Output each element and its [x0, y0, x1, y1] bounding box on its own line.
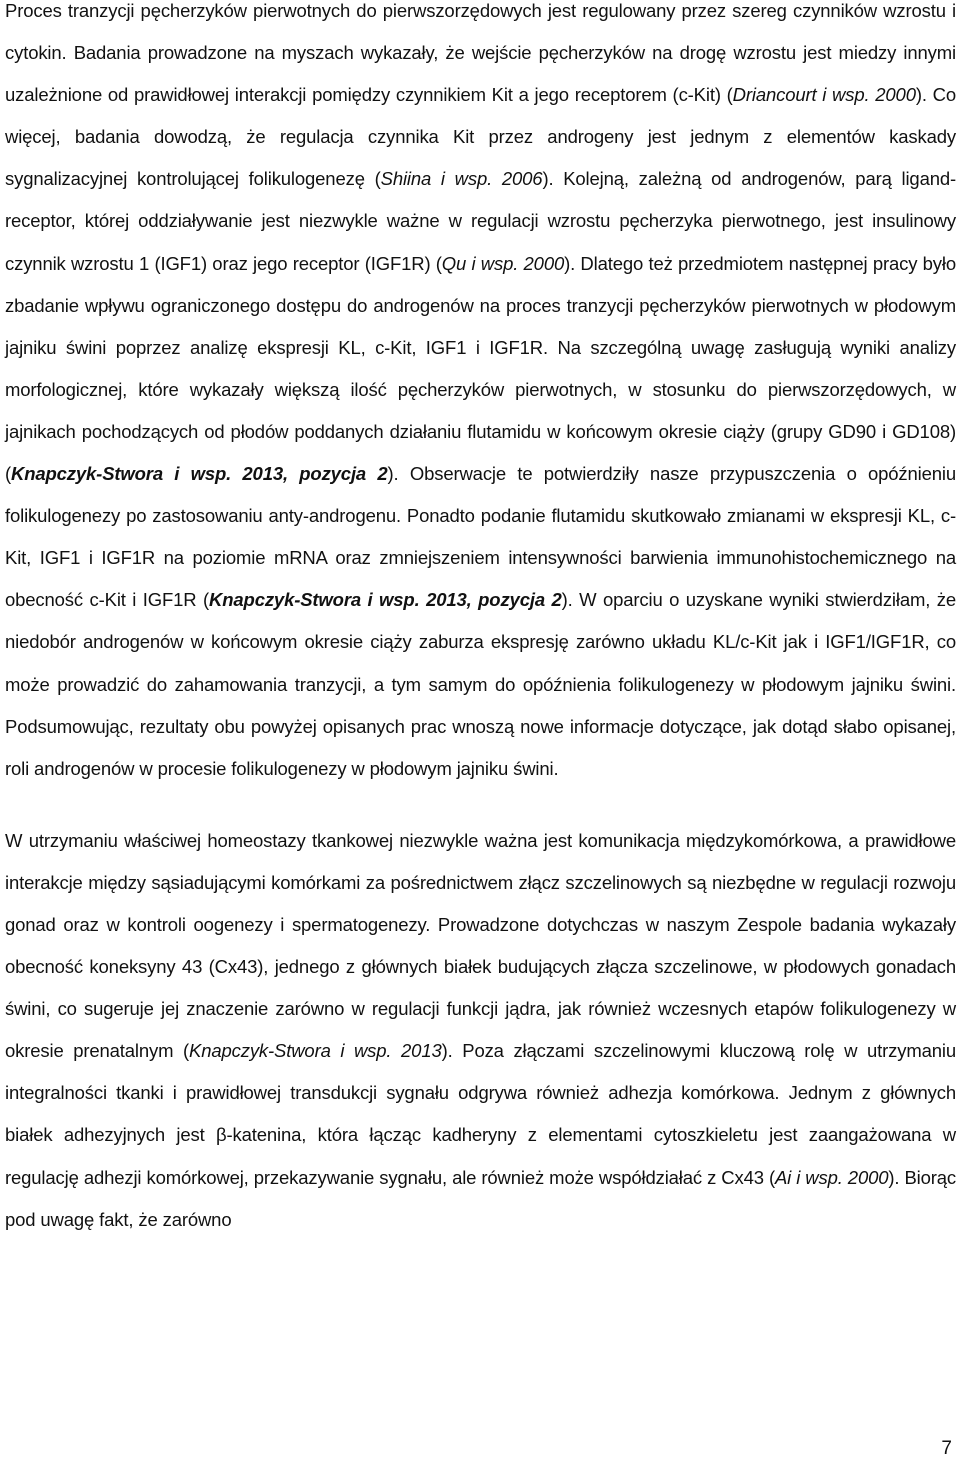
citation-knapczyk-stwora-2013: Knapczyk-Stwora i wsp. 2013 — [189, 1040, 442, 1062]
paragraph-intercellular-communication — [5, 820, 956, 1241]
citation-knapczyk-stwora-2013-pozycja-2: Knapczyk-Stwora i wsp. 2013, pozycja 2 — [11, 463, 388, 485]
paragraph-androgens-folliculogenesis — [5, 0, 956, 790]
text-run: ). Co więcej, badania dowodzą, że regulacja czynnika Kit przez androgeny jest jednym z elementów kaskady sygnalizacyjnej kontrolującej folikulogenezę ( — [5, 84, 956, 190]
citation-ai-2000: Ai i wsp. 2000 — [774, 1166, 889, 1188]
citation-knapczyk-stwora-2013-pozycja-2: Knapczyk-Stwora i wsp. 2013, pozycja 2 — [209, 589, 562, 611]
text-run: ). Poza złączami szczelinowymi kluczową rolę w utrzymaniu integralności tkanki i prawidłowej transdukcji sygnału odgrywa również adhezja komórkowa. Jednym z głównych białek adhezyjnych jest β-katenina, która łącząc kadheryny z elementami cytoszkieletu jest zaangażowana w regulację adhezji komórkowej, przekazywanie sygnału, ale również może współdziałać z Cx43 ( — [5, 1040, 956, 1188]
document-page — [5, 0, 956, 1241]
text-run: ). Biorąc pod uwagę fakt, że zarówno — [5, 1166, 957, 1230]
text-run: ). Kolejną, zależną od androgenów, parą ligand-receptor, której oddziaływanie jest niezwykle ważne w regulacji wzrostu pęcherzyka pierwotnego, jest insulinowy czynnik wzrostu 1 (IGF1) oraz jego receptor (IGF1R) ( — [5, 168, 956, 274]
citation-shiina-2006: Shiina i wsp. 2006 — [380, 168, 543, 190]
citation-qu-2000: Qu i wsp. 2000 — [441, 252, 565, 274]
text-run: ). Obserwacje te potwierdziły nasze przypuszczenia o opóźnieniu folikulogenezy po zastosowaniu anty-androgenu. Ponadto podanie flutamidu skutkowało zmianami w ekspresji KL, c-Kit, IGF1 i IGF1R na poziomie mRNA oraz zmniejszeniem intensywności barwienia immunohistochemicznego na obecność c-Kit i IGF1R ( — [5, 463, 957, 611]
text-run: Proces tranzycji pęcherzyków pierwotnych do pierwszorzędowych jest regulowany przez szereg czynników wzrostu i cytokin. Badania prowadzone na myszach wykazały, że wejście pęcherzyków na drogę wzrostu jest miedzy innymi uzależnione od prawidłowej interakcji pomiędzy czynnikiem Kit a jego receptorem (c-Kit) ( — [5, 0, 956, 106]
page-number: 7 — [941, 1438, 952, 1459]
citation-driancourt-2000: Driancourt i wsp. 2000 — [732, 84, 916, 106]
text-run: ). Dlatego też przedmiotem następnej pracy było zbadanie wpływu ograniczonego dostępu do androgenów na proces tranzycji pęcherzyków pierwotnych w płodowym jajniku świni poprzez analizę ekspresji KL, c-Kit, IGF1 i IGF1R. Na szczególną uwagę zasługują wyniki analizy morfologicznej, które wykazały większą ilość pęcherzyków pierwotnych, w stosunku do pierwszorzędowych, w jajnikach pochodzących od płodów poddanych działaniu flutamidu w końcowym okresie ciąży (grupy GD90 i GD108) ( — [5, 252, 956, 485]
text-run: W utrzymaniu właściwej homeostazy tkankowej niezwykle ważna jest komunikacja międzykomórkowa, a prawidłowe interakcje między sąsiadującymi komórkami za pośrednictwem złącz szczelinowych są niezbędne w regulacji rozwoju gonad oraz w kontroli oogenezy i spermatogenezy. Prowadzone dotychczas w naszym Zespole badania wykazały obecność koneksyny 43 (Cx43), jednego z głównych białek budujących złącza szczelinowe, w płodowych gonadach świni, co sugeruje jej znaczenie zarówno w regulacji funkcji jądra, jak również wczesnych etapów folikulogenezy w okresie prenatalnym ( — [5, 829, 956, 1062]
text-run: ). W oparciu o uzyskane wyniki stwierdziłam, że niedobór androgenów w końcowym okresie ciąży zaburza ekspresję zarówno układu KL/c-Kit jak i IGF1/IGF1R, co może prowadzić do zahamowania tranzycji, a tym samym do opóźnienia folikulogenezy w płodowym jajniku świni. Podsumowując, rezultaty obu powyżej opisanych prac wnoszą nowe informacje dotyczące, jak dotąd słabo opisanej, roli androgenów w procesie folikulogenezy w płodowym jajniku świni. — [5, 589, 956, 779]
